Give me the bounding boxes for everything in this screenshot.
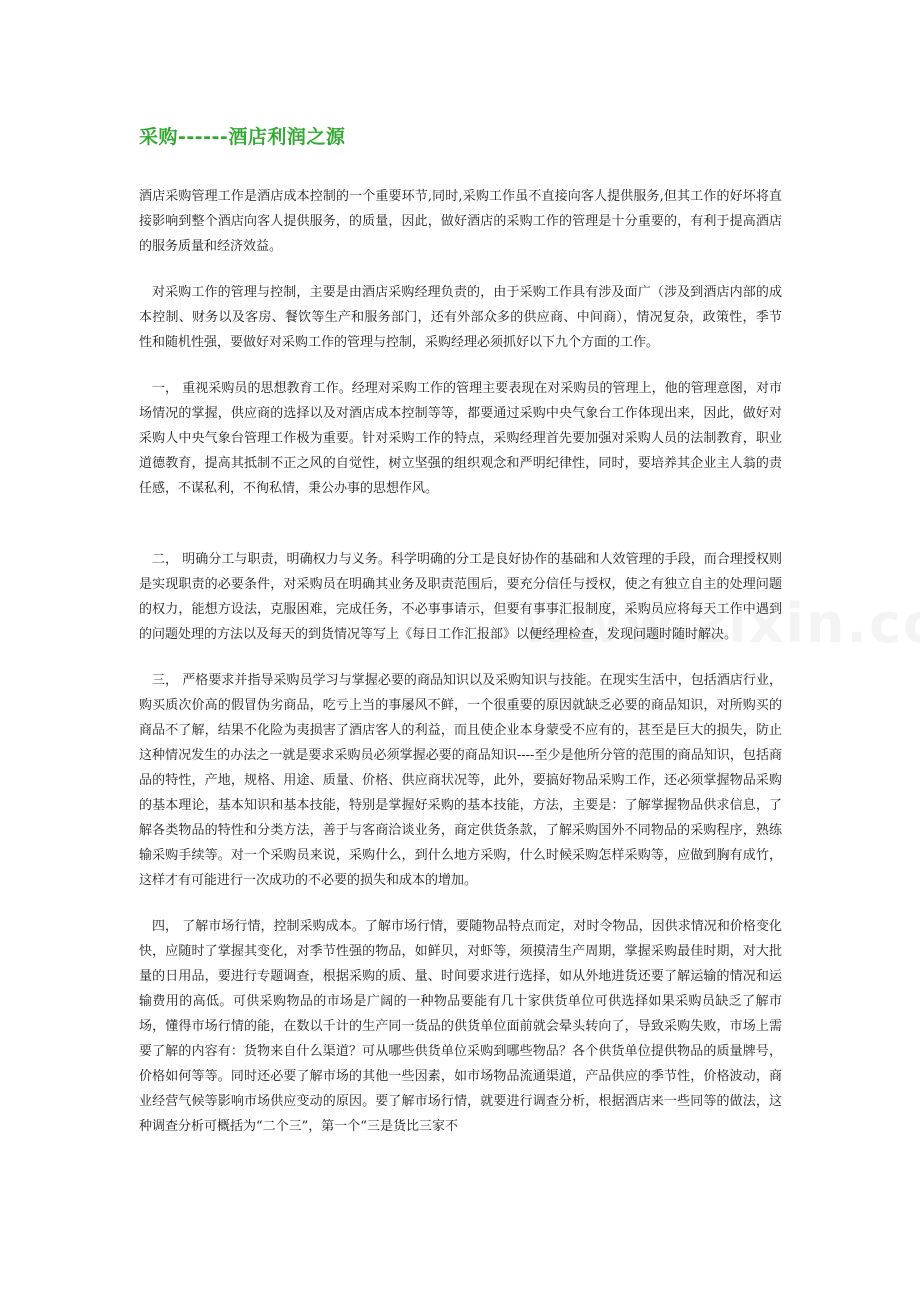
paragraph-section-1: 一， 重视采购员的思想教育工作。经理对采购工作的管理主要表现在对采购员的管理上，他的管理意图，对市场情况的掌握，供应商的选择以及对酒店成本控制等等，都要通过采购中央气象台工作体现出来，因此，做好对采购人中央气象台管理工作极为重要。针对采购工作的特点，采购经理首先要加强对采购人员的法制教育，职业道德教育，提高其抵制不正之风的自觉性，树立坚强的组织观念和严明纪律性，同时，要培养其企业主人翁的责任感，不谋私利，不徇私情，秉公办事的思想作风。 — [139, 381, 782, 496]
document-body — [139, 184, 782, 1139]
paragraph-section-2: 二， 明确分工与职责，明确权力与义务。科学明确的分工是良好协作的基础和人效管理的手段，而合理授权则是实现职责的必要条件，对采购员在明确其业务及职责范围后，要充分信任与授权，使之有独立自主的处理问题的权力，能想方设法，克服困难，完成任务，不必事事请示，但要有事事汇报制度，采购员应将每天工作中遇到的问题处理的方法以及每天的到货情况等写上《每日工作汇报部》以便经理检查，发现问题时随时解决。 — [139, 552, 782, 642]
document-title: 采购------酒店利润之源 — [139, 126, 346, 148]
paragraph-section-4: 四， 了解市场行情，控制采购成本。了解市场行情，要随物品特点而定，对时令物品，因供求情况和价格变化快，应随时了掌握其变化，对季节性强的物品，如鲜贝，对虾等，须摸清生产周期，掌握采购最佳时期，对大批量的日用品，要进行专题调查，根据采购的质、量、时间要求进行选择，如从外地进货还要了解运输的情况和运输费用的高低。可供采购物品的市场是广阔的一种物品要能有几十家供货单位可供选择如果采购员缺乏了解市场，懂得市场行情的能，在数以千计的生产同一货品的供货单位面前就会晕头转向了，导致采购失败，市场上需要了解的内容有：货物来自什么渠道？可从哪些供货单位采购到哪些物品？各个供货单位提供物品的质量牌号，价格如何等等。同时还必要了解市场的其他一些因素，如市场物品流通渠道，产品供应的季节性，价格波动，商业经营气候等影响市场供应变动的原因。要了解市场行情，就要进行调查分析，根据酒店来一些同等的做法，这种调查分析可概括为“二个三”，第一个“三是货比三家不 — [139, 919, 782, 1134]
paragraph-intro: 酒店采购管理工作是酒店成本控制的一个重要环节,同时,采购工作虽不直接向客人提供服务,但其工作的好坏将直接影响到整个酒店向客人提供服务，的质量，因此，做好酒店的采购工作的管理是十分重要的，有利于提高酒店的服务质量和经济效益。 — [139, 189, 782, 254]
paragraph-overview: 对采购工作的管理与控制，主要是由酒店采购经理负责的，由于采购工作具有涉及面广（涉及到酒店内部的成本控制、财务以及客房、餐饮等生产和服务部门，还有外部众多的供应商、中间商），情况复杂，政策性，季节性和随机性强，要做好对采购工作的管理与控制，采购经理必须抓好以下九个方面的工作。 — [139, 285, 782, 350]
paragraph-section-3: 三， 严格要求并指导采购员学习与掌握必要的商品知识以及采购知识与技能。在现实生活中，包括酒店行业，购买质次价高的假冒伪劣商品，吃亏上当的事屡风不鲜，一个很重要的原因就缺乏必要的商品知识，对所购买的商品不了解，结果不化险为夷损害了酒店客人的利益，而且使企业本身蒙受不应有的，甚至是巨大的损失，防止这种情况发生的办法之一就是要求采购员必须掌握必要的商品知识----至少是他所分管的范围的商品知识，包括商品的特性，产地，规格、用途、质量、价格、供应商状况等，此外，要搞好物品采购工作，还必须掌握物品采购的基本理论，基本知识和基本技能，特别是掌握好采购的基本技能，方法，主要是：了解掌握物品供求信息，了解各类物品的特性和分类方法，善于与客商洽谈业务，商定供货条款，了解采购国外不同物品的采购程序，熟练输采购手续等。对一个采购员来说，采购什么，到什么地方采购，什么时候采购怎样采购等，应做到胸有成竹，这样才有可能进行一次成功的不必要的损失和成本的增加。 — [139, 673, 782, 888]
